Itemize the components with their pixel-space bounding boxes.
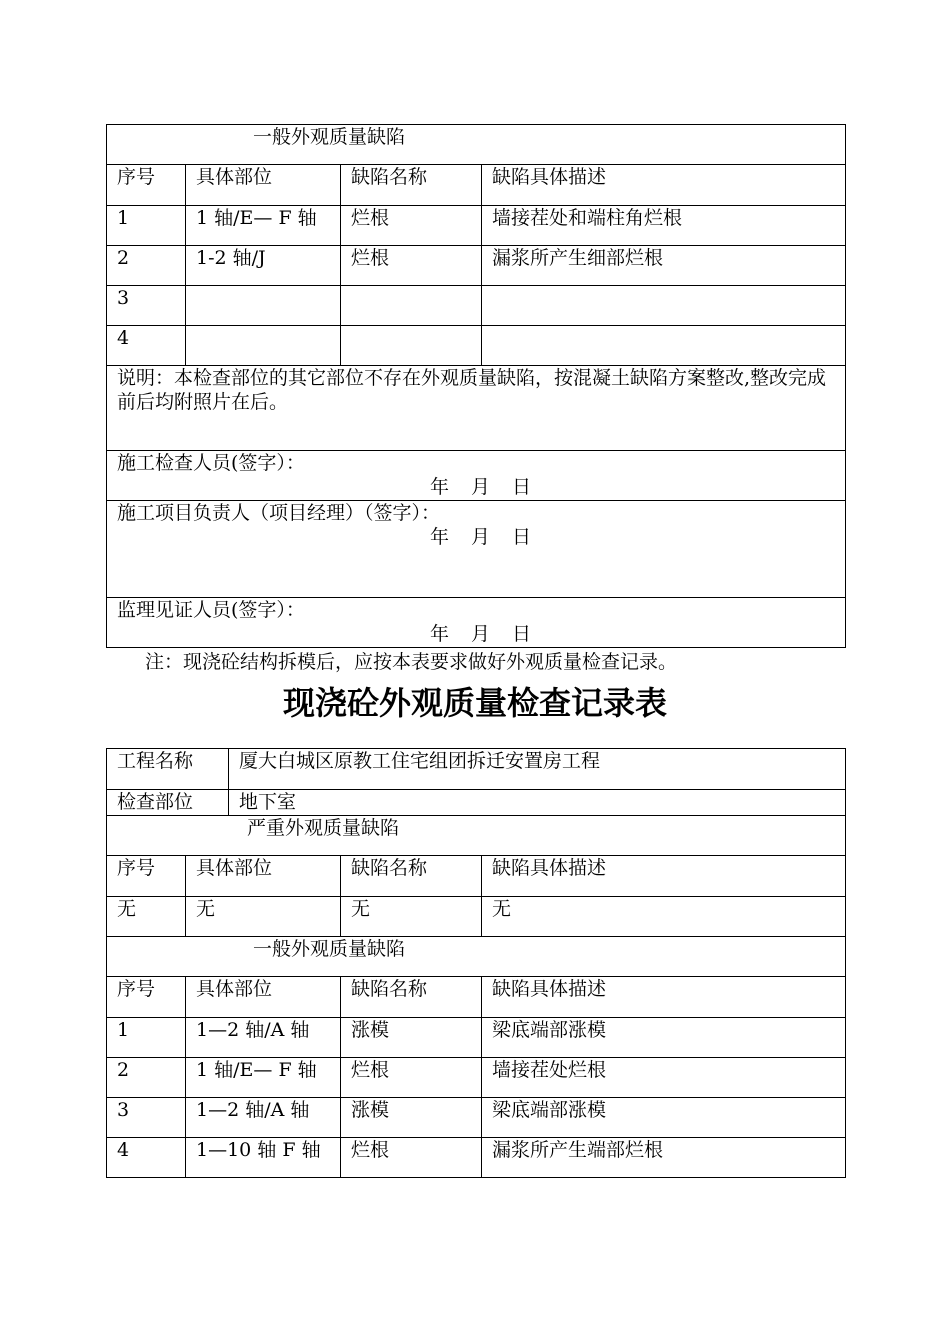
- table-header-row: [107, 977, 846, 1018]
- table-row: [107, 1018, 846, 1058]
- page-title: 现浇砼外观质量检查记录表: [282, 684, 667, 722]
- table-header-row: [107, 856, 846, 897]
- table-cell: 1: [107, 1018, 186, 1058]
- table-cell: [482, 286, 846, 326]
- table-cell: 烂根: [341, 1058, 482, 1098]
- table-cell: 漏浆所产生细部烂根: [482, 246, 846, 286]
- table-cell: [341, 326, 482, 366]
- header-cell: 缺陷具体描述: [482, 977, 846, 1018]
- table-cell: 无: [186, 897, 341, 937]
- table-cell: [186, 286, 341, 326]
- table-cell: 1—2 轴/A 轴: [186, 1018, 341, 1058]
- header-cell: 具体部位: [186, 977, 341, 1018]
- table-row: [107, 206, 846, 246]
- signature-date: 年 月 日: [429, 623, 533, 645]
- header-cell: 缺陷名称: [341, 165, 482, 206]
- table-cell: 3: [107, 286, 186, 326]
- table-cell: 1—10 轴 F 轴: [186, 1138, 341, 1178]
- project-name-label: 工程名称: [107, 749, 229, 790]
- table-cell: 1 轴/E— F 轴: [186, 206, 341, 246]
- table-row: [107, 326, 846, 366]
- table-cell: [341, 286, 482, 326]
- table-row: [107, 1098, 846, 1138]
- defect-table-1: [106, 124, 846, 648]
- location-label: 检查部位: [107, 790, 229, 816]
- table-cell: 烂根: [341, 206, 482, 246]
- project-name-value: 厦大白城区原教工住宅组团拆迁安置房工程: [229, 749, 846, 790]
- table-row: [107, 1058, 846, 1098]
- header-cell: 缺陷名称: [341, 977, 482, 1018]
- table-cell: 无: [482, 897, 846, 937]
- table-cell: 1 轴/E— F 轴: [186, 1058, 341, 1098]
- header-cell: 缺陷具体描述: [482, 856, 846, 897]
- header-cell: 具体部位: [186, 856, 341, 897]
- table-cell: 烂根: [341, 246, 482, 286]
- table-cell: 4: [107, 326, 186, 366]
- table-cell: [482, 326, 846, 366]
- table-row: [107, 1138, 846, 1178]
- table-header-row: [107, 165, 846, 206]
- location-value: 地下室: [229, 790, 846, 816]
- signature-date: 年 月 日: [429, 476, 533, 498]
- table-cell: 漏浆所产生端部烂根: [482, 1138, 846, 1178]
- table-cell: 1-2 轴/J: [186, 246, 341, 286]
- table-cell: 涨模: [341, 1098, 482, 1138]
- table-row: [107, 286, 846, 326]
- table-cell: 烂根: [341, 1138, 482, 1178]
- table-cell: 墙接茬处烂根: [482, 1058, 846, 1098]
- header-cell: 序号: [107, 165, 186, 206]
- table-cell: 3: [107, 1098, 186, 1138]
- table-cell: 4: [107, 1138, 186, 1178]
- manager-signature-label: 施工项目负责人（项目经理）（签字）：: [117, 502, 441, 524]
- inspector-signature-label: 施工检查人员(签字）：: [117, 452, 305, 474]
- inspector-signature-cell: [107, 451, 846, 501]
- table-cell: 涨模: [341, 1018, 482, 1058]
- table-row: [107, 897, 846, 937]
- header-cell: 序号: [107, 856, 186, 897]
- table-cell: 墙接茬处和端柱角烂根: [482, 206, 846, 246]
- table-cell: 1: [107, 206, 186, 246]
- signature-date: 年 月 日: [429, 526, 533, 548]
- supervisor-signature-cell: [107, 598, 846, 648]
- section-title-general: 一般外观质量缺陷: [107, 125, 846, 165]
- inspection-record-table: [106, 748, 846, 1178]
- header-cell: 缺陷名称: [341, 856, 482, 897]
- header-cell: 序号: [107, 977, 186, 1018]
- table-cell: 梁底端部涨模: [482, 1018, 846, 1058]
- table-cell: 1—2 轴/A 轴: [186, 1098, 341, 1138]
- supervisor-signature-label: 监理见证人员(签字）：: [117, 599, 305, 621]
- table-cell: 无: [341, 897, 482, 937]
- table-cell: 梁底端部涨模: [482, 1098, 846, 1138]
- section-title-general: 一般外观质量缺陷: [107, 937, 846, 977]
- header-cell: 具体部位: [186, 165, 341, 206]
- table-cell: 2: [107, 246, 186, 286]
- header-cell: 缺陷具体描述: [482, 165, 846, 206]
- table-cell: [186, 326, 341, 366]
- manager-signature-cell: [107, 501, 846, 598]
- table-row: [107, 246, 846, 286]
- table-cell: 无: [107, 897, 186, 937]
- footnote: 注：现浇砼结构拆模后，应按本表要求做好外观质量检查记录。: [145, 651, 678, 673]
- table-cell: 2: [107, 1058, 186, 1098]
- explanation-text: 说明：本检查部位的其它部位不存在外观质量缺陷，按混凝土缺陷方案整改,整改完成前后均附照片在后。: [107, 366, 846, 451]
- section-title-serious: 严重外观质量缺陷: [107, 816, 846, 856]
